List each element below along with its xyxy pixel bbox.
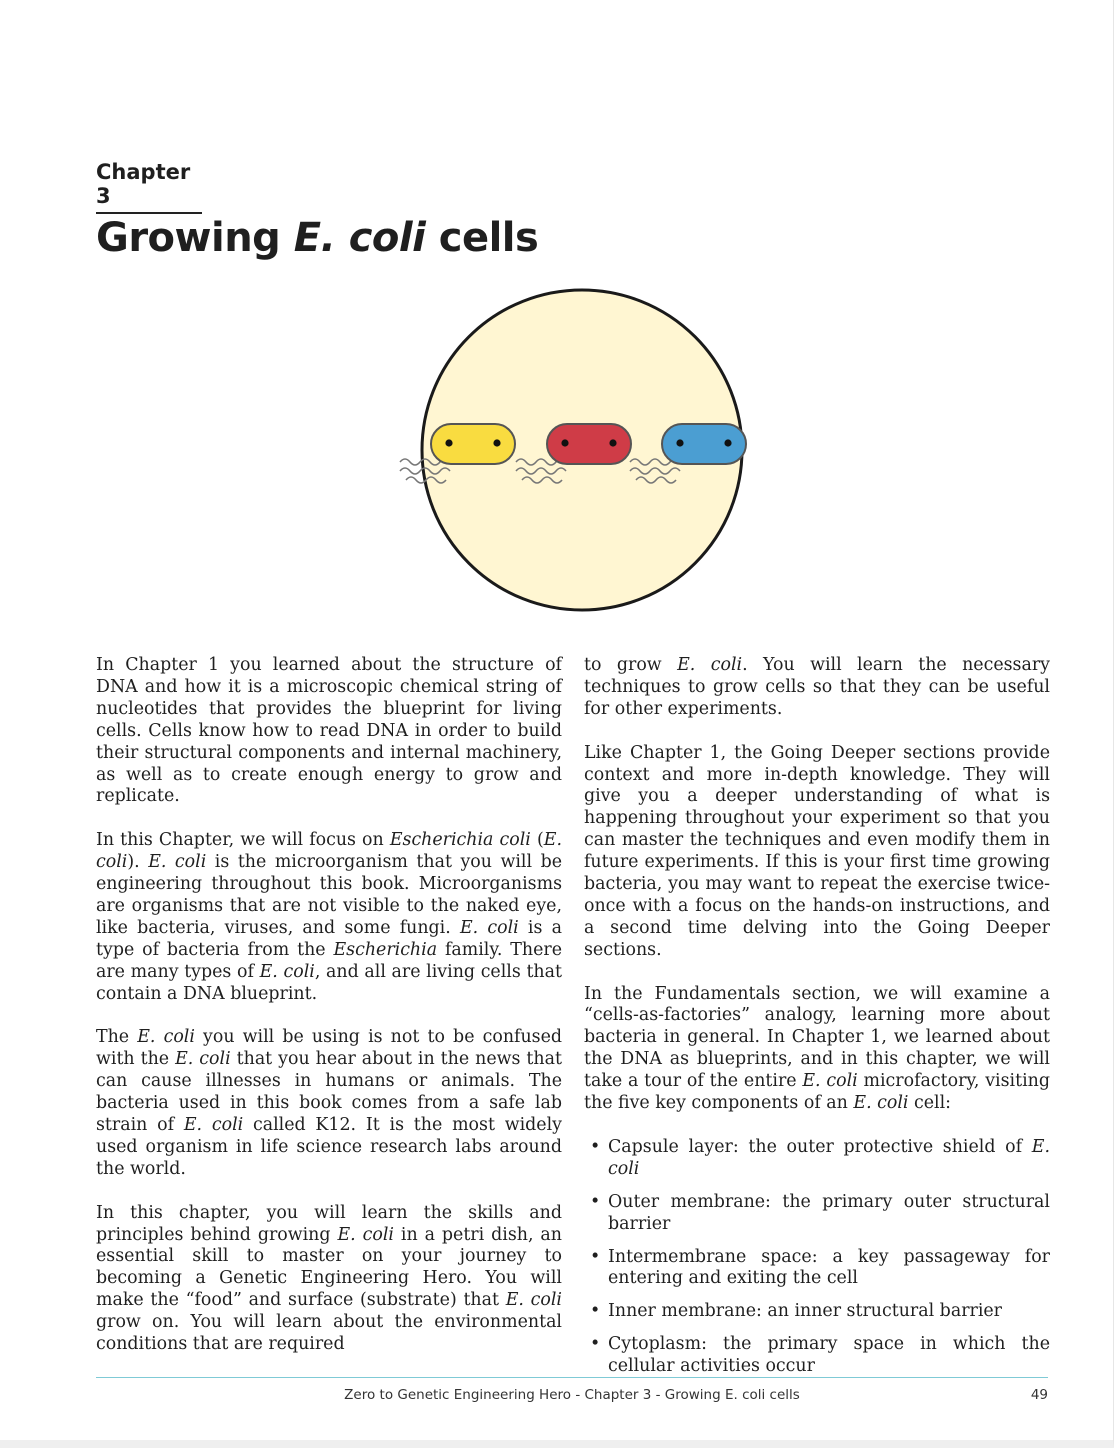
- bacterium-body-yellow: [431, 424, 515, 464]
- dot: [561, 439, 568, 446]
- paragraph: In Chapter 1 you learned about the structure of DNA and how it is a microscopic chemical string of nucleotides that provides the blueprint for living cells. Cells know how to read DNA in order to build their structural components and internal machinery, as well as to create enough energy to grow and replicate.: [96, 655, 562, 807]
- dot: [724, 439, 731, 446]
- footer-divider: [96, 1377, 1048, 1378]
- left-column: [96, 655, 562, 1378]
- list-item: • Intermembrane space: a key passageway for entering and exiting the cell: [584, 1247, 1050, 1291]
- dot: [445, 439, 452, 446]
- paragraph: Like Chapter 1, the Going Deeper sections provide context and more in-depth knowledge. They will give you a deeper understanding of what is happening throughout your experiment so that you can master the techniques and even modify them in future experiments. If this is your first time growing bacteria, you may want to repeat the exercise twice-once with a focus on the hands-on instructions, and a second time delving into the Going Deeper sections.: [584, 742, 1050, 960]
- paragraph: In this chapter, you will learn the skills and principles behind growing E. coli in a petri dish, an essential skill to master on your journey to becoming a Genetic Engineering Hero. You will make the “food” and surface (substrate) that E. coli grow on. You will learn about the environmental conditions that are required: [96, 1202, 562, 1355]
- right-column: [584, 655, 1050, 1389]
- dot: [609, 439, 616, 446]
- petri-dish-illustration: [380, 280, 780, 620]
- chapter-title: [96, 215, 538, 261]
- paragraph: to grow E. coli. You will learn the necessary techniques to grow cells so that they can be useful for other experiments.: [584, 655, 1050, 719]
- dot: [493, 439, 500, 446]
- bacterium-body-red: [547, 424, 631, 464]
- title-italic: E. coli: [293, 215, 426, 261]
- title-prefix: Growing: [96, 215, 294, 261]
- footer-running-title: Zero to Genetic Engineering Hero - Chapter 3 - Growing E. coli cells: [344, 1387, 800, 1403]
- component-list: [584, 1137, 1050, 1378]
- paragraph: In this Chapter, we will focus on Escherichia coli (E. coli). E. coli is the microorganism that you will be engineering throughout this book. Microorganisms are organisms that are not visible to the naked eye, like bacteria, viruses, and some fungi. E. coli is a type of bacteria from the Escherichia family. There are many types of E. coli, and all are living cells that contain a DNA blueprint.: [96, 830, 562, 1004]
- list-item: • Outer membrane: the primary outer structural barrier: [584, 1192, 1050, 1236]
- list-item: • Capsule layer: the outer protective shield of E. coli: [584, 1137, 1050, 1181]
- paragraph: The E. coli you will be using is not to be confused with the E. coli that you hear about in the news that can cause illnesses in humans or animals. The bacteria used in this book comes from a safe lab strain of E. coli called K12. It is the most widely used organism in life science research labs around the world.: [96, 1027, 563, 1179]
- bacterium-body-blue: [662, 424, 746, 464]
- list-item: • Cytoplasm: the primary space in which the cellular activities occur: [584, 1334, 1050, 1378]
- title-suffix: cells: [425, 215, 539, 261]
- list-item: • Inner membrane: an inner structural barrier: [584, 1301, 1050, 1323]
- page-number: 49: [1030, 1387, 1048, 1403]
- paragraph: In the Fundamentals section, we will examine a “cells-as-factories” analogy, learning more about bacteria in general. In Chapter 1, we learned about the DNA as blueprints, and in this chapter, we will take a tour of the entire E. coli microfactory, visiting the five key components of an E. coli cell:: [584, 983, 1050, 1114]
- chapter-label: Chapter 3: [96, 160, 202, 214]
- dot: [676, 439, 683, 446]
